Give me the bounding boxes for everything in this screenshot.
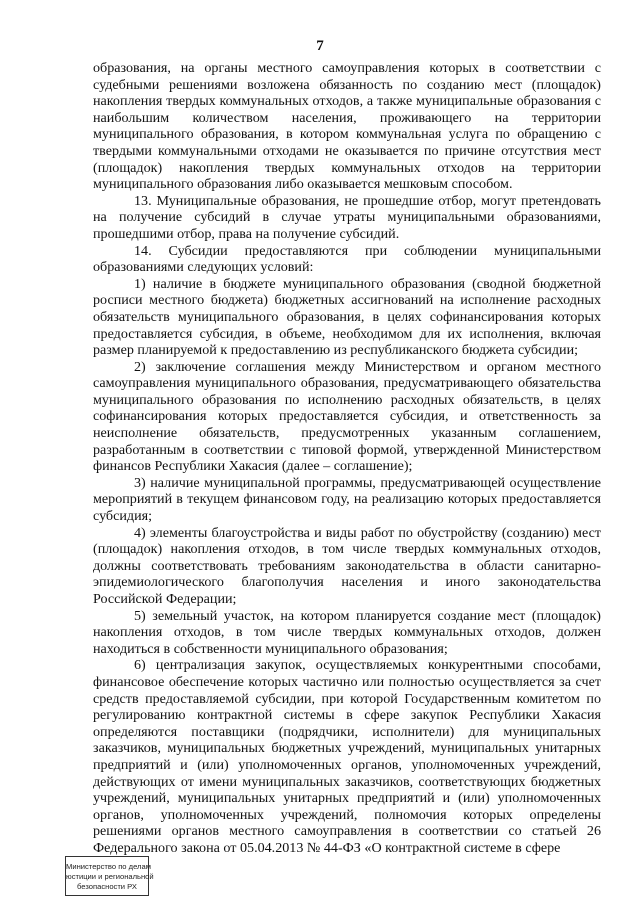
condition-3: 3) наличие муниципальной программы, предусматривающей осуществление мероприятий в текущем финансовом году, на реализацию которых предоставляется субсидия;	[93, 474, 601, 525]
stamp-line-3: безопасности РХ	[77, 882, 137, 891]
page-number: 7	[316, 38, 324, 54]
condition-5: 5) земельный участок, на котором планируется создание мест (площадок) накопления отходов, в том числе твердых коммунальных отходов, должен находиться в собственности муниципального образования;	[93, 607, 601, 657]
stamp-line-1: Министерство по делам	[66, 862, 151, 871]
condition-4: 4) элементы благоустройства и виды работ по обустройству (созданию) мест (площадок) накопления отходов, в том числе твердых коммунальных отходов, должны соответствовать требованиям законодательства в области санитарно-эпидемиологического благополучия населения и иного законодательства Российской Федерации;	[93, 524, 601, 607]
condition-6: 6) централизация закупок, осуществляемых конкурентными способами, финансовое обеспечение которых частично или полностью осуществляется за счет средств предоставляемой субсидии, при которой Государственным комитетом по регулированию контрактной системы в сфере закупок Республики Хакасия определяются поставщики (подрядчики, исполнители) для муниципальных заказчиков, муниципальных бюджетных учреждений, муниципальных унитарных предприятий и (или) уполномоченных органов, уполномоченных учреждений, действующих от имени муниципальных заказчиков, соответствующих бюджетных учреждений, муниципальных унитарных предприятий и (или) уполномоченных органов, уполномоченных учреждений, полномочия которых определены решениями органов местного самоуправления в соответствии со статьей 26 Федерального закона от 05.04.2013 № 44-ФЗ «О контрактной системе в сфере	[93, 657, 601, 856]
document-body	[93, 60, 601, 857]
condition-1: 1) наличие в бюджете муниципального образования (сводной бюджетной росписи местного бюджета) бюджетных ассигнований на исполнение расходных обязательств муниципального образования, в целях софинансирования которых предоставляется субсидия, в объеме, необходимом для их исполнения, включая размер планируемой к предоставлению из республиканского бюджета субсидии;	[93, 275, 601, 359]
ministry-stamp	[65, 856, 154, 896]
paragraph-continuation: образования, на органы местного самоуправления которых в соответствии с судебными решениями возложена обязанность по созданию мест (площадок) накопления твердых коммунальных отходов, а также муниципальные образования с наибольшим количеством населения, проживающего на территории муниципального образования, в котором коммунальная услуга по обращению с твердыми коммунальными отходами не оказывается по причине отсутствия мест (площадок) накопления твердых коммунальных отходов на территории муниципального образования либо оказывается мешковым способом.	[93, 60, 601, 193]
stamp-line-2: юстиции и региональной	[66, 872, 154, 881]
paragraph-13: 13. Муниципальные образования, не прошедшие отбор, могут претендовать на получение субсидий в случае утраты муниципальными образованиями, прошедшими отбор, права на получение субсидий.	[93, 192, 601, 242]
paragraph-14: 14. Субсидии предоставляются при соблюдении муниципальными образованиями следующих условий:	[93, 242, 601, 276]
condition-2: 2) заключение соглашения между Министерством и органом местного самоуправления муниципального образования, предусматривающего обязательства муниципального образования по исполнению расходных обязательств, в целях софинансирования которых предоставляется субсидия, и ответственность за неисполнение обязательств, предусмотренных указанным соглашением, разработанным в соответствии с типовой формой, утвержденной Министерством финансов Республики Хакасия (далее – соглашение);	[93, 358, 601, 475]
